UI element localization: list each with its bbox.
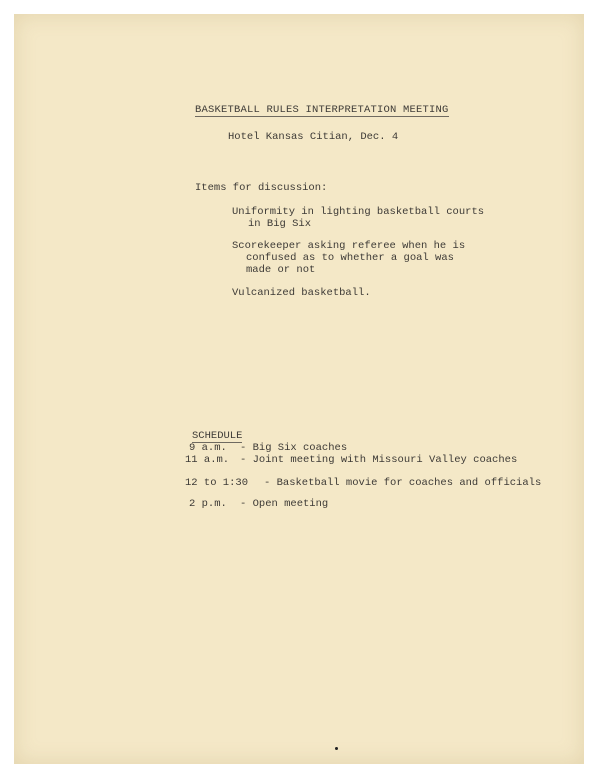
discussion-item-line: Uniformity in lighting basketball courts xyxy=(232,206,485,218)
discussion-item-line: confused as to whether a goal was xyxy=(246,252,454,264)
schedule-event: - Basketball movie for coaches and officials xyxy=(264,477,542,489)
discussion-item-line: Scorekeeper asking referee when he is xyxy=(232,240,466,252)
schedule-heading: SCHEDULE xyxy=(192,430,243,442)
schedule-event: - Open meeting xyxy=(240,498,329,510)
discussion-item-line: Vulcanized basketball. xyxy=(232,287,371,299)
meeting-location: Hotel Kansas Citian, Dec. 4 xyxy=(228,131,399,143)
items-heading: Items for discussion: xyxy=(195,182,328,194)
schedule-time: 11 a.m. xyxy=(185,454,230,466)
page-mark xyxy=(335,747,338,750)
schedule-event: - Joint meeting with Missouri Valley coaches xyxy=(240,454,518,466)
schedule-time: 2 p.m. xyxy=(189,498,227,510)
document-title: BASKETBALL RULES INTERPRETATION MEETING xyxy=(195,104,449,116)
discussion-item-line: made or not xyxy=(246,264,316,276)
schedule-event: - Big Six coaches xyxy=(240,442,348,454)
schedule-time: 12 to 1:30 xyxy=(185,477,249,489)
document-page xyxy=(14,14,584,764)
schedule-time: 9 a.m. xyxy=(189,442,227,454)
discussion-item-line: in Big Six xyxy=(248,218,312,230)
